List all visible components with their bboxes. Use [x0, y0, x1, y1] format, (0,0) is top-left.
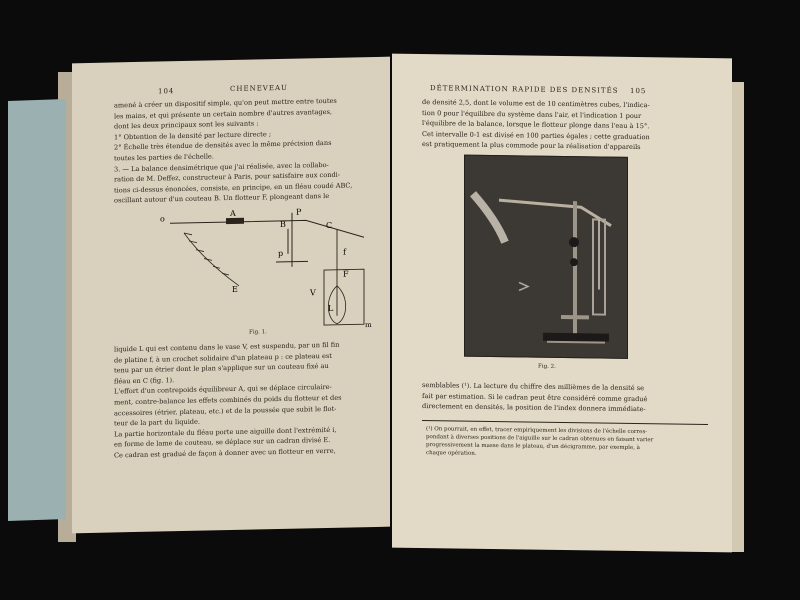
figure-label-e: E: [232, 284, 238, 294]
left-page-header: CHENEVEAU: [230, 83, 288, 94]
figure-label-p-lower: p: [278, 248, 284, 259]
left-page-bottom-text: liquide L qui est contenu dans le vase V, est suspendu, par un fil fin de platine f, à un crochet solidaire d'un plateau p : ce plateau est tenu par un étrier dont le plan s'applique sur un couteau fixé au fléau en C (fig. 1). L'effort d'un contrepoids équilibreur A, qui se déplace circulaire- ment, contre-balance les effets combinés du poids du flotteur et des accessoires (étrier, plateau, etc.) et de la poussée que subit le flot- teur de la part du liquide. La partie horizontale du fléau porte une aiguille dont l'extrémité i, en forme de lame de couteau, se déplace sur un cadran divisé E. Ce cadran est gradué de façon à donner avec un flotteur en verre,: [114, 340, 342, 460]
right-page: [392, 54, 732, 553]
figure-label-f: f: [343, 247, 346, 257]
right-page-header: DÉTERMINATION RAPIDE DES DENSITÉS: [430, 84, 619, 95]
right-figure-caption: Fig. 2.: [538, 363, 556, 370]
blue-cover-edge: [8, 99, 66, 521]
figure-label-a: A: [230, 208, 236, 219]
figure-label-b: B: [280, 219, 286, 229]
right-page-bottom-text: semblables (¹). La lecture du chiffre des millièmes de la densité se fait par estimation. Si le cadran peut être considéré comme gradué directement en densités, la position de l'index donnera immédiate-: [422, 381, 648, 414]
right-page-number: 105: [630, 86, 647, 96]
right-page-text: de densité 2,5, dont le volume est de 10 centimètres cubes, l'indica- tion 0 pour l'équilibre du système dans l'air, et l'indication 1 pour l'équilibre de la balance, lorsque le flotteur plonge dans l'eau à 15°. Cet intervalle 0-1 est divisé en 100 parties égales ; cette graduation est pratiquement la plus commode pour la réalisation d'appareils: [422, 98, 650, 152]
figure-label-v: V: [310, 288, 316, 298]
figure-label-c: C: [326, 220, 333, 231]
apparatus-photograph: [464, 155, 628, 359]
figure-label-f-capital: F: [343, 269, 349, 279]
right-page-footnote: (¹) On pourrait, en effet, tracer empiriquement les divisions de l'échelle corres- pondant à diverses positions de l'aiguille sur le cadran obtenues en faisant varier progressivement la masse dans le plateau, d'un décigramme, par exemple, à chaque opération.: [426, 426, 654, 457]
left-page-text: amené à créer un dispositif simple, qu'on peut mettre entre toutes les mains, et qui présente un certain nombre d'autres avantages, dont les deux principaux sont les suivants : 1° Obtention de la densité par lecture directe ; 2° Échelle très étendue de densités avec la même précision dans toutes les parties de l'échelle. 3. — La balance densimétrique que j'ai réalisée, avec la collabo- ration de M. Deffez, constructeur à Paris, pour satisfaire aux condi- tions ci-dessus énoncées, consiste, en principe, en un fléau coudé ABC, oscillant autour d'un couteau B. Un flotteur F, plongeant dans le: [114, 96, 353, 205]
figure-label-p-upper: P: [296, 207, 302, 217]
footnote-divider: [422, 420, 708, 425]
figure-label-m: m: [365, 321, 372, 330]
figure-label-l: L: [328, 303, 334, 313]
balance-diagram: [156, 207, 381, 332]
left-figure-caption: Fig. 1.: [249, 329, 267, 336]
left-page-number: 104: [158, 87, 175, 96]
left-page: [72, 57, 390, 534]
figure-label-o: o: [160, 214, 165, 224]
